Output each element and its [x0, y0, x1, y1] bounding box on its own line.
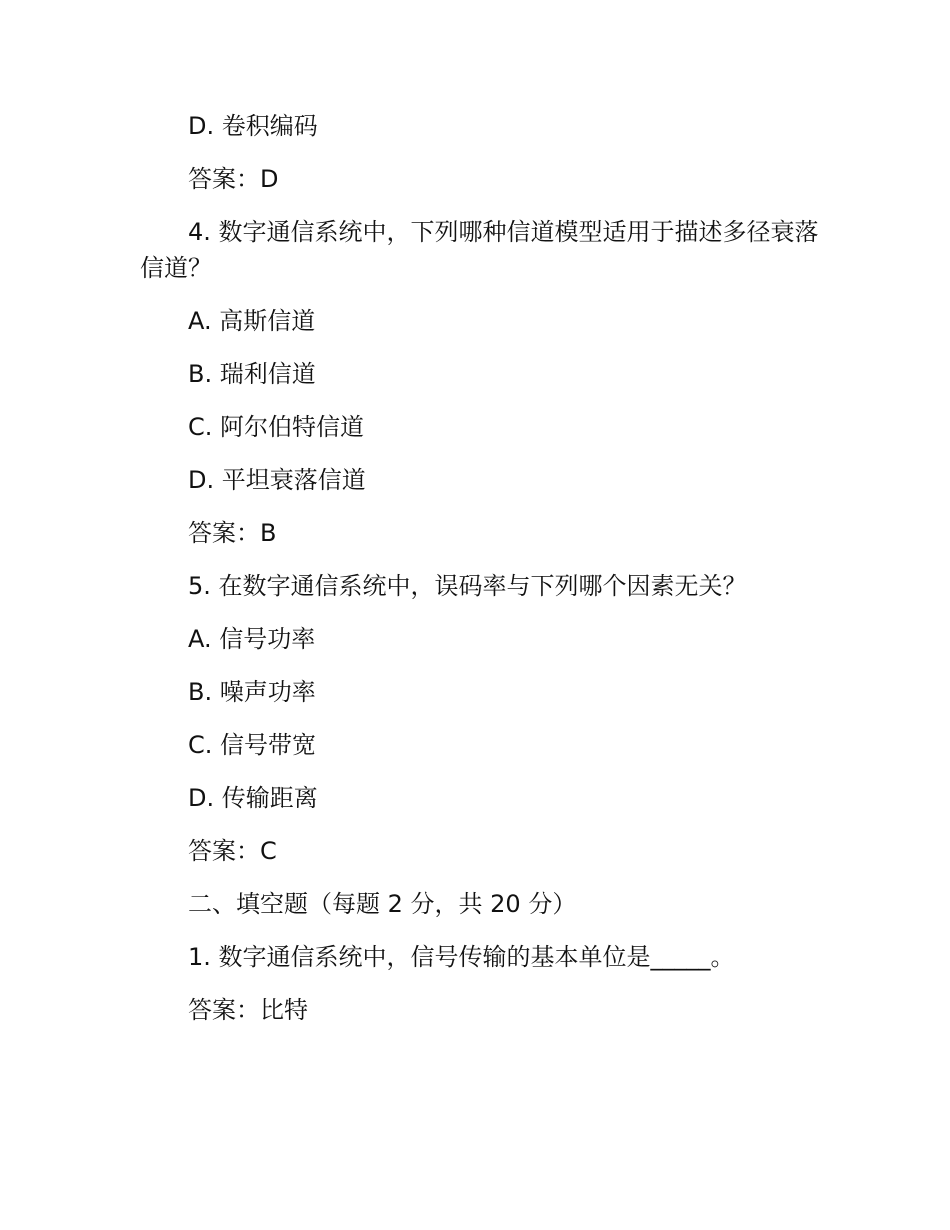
option-c-q5: C. 信号带宽: [188, 731, 317, 759]
option-b-q4: B. 瑞利信道: [188, 360, 316, 388]
option-d-q4: D. 平坦衰落信道: [188, 466, 366, 494]
document-content: [140, 108, 820, 1045]
answer-q5: 答案：C: [188, 837, 277, 865]
option-d-q3: D. 卷积编码: [188, 112, 318, 140]
option-c-q4: C. 阿尔伯特信道: [188, 413, 365, 441]
answer-q4: 答案：B: [188, 519, 277, 547]
question-5: 5. 在数字通信系统中，误码率与下列哪个因素无关？: [188, 572, 747, 600]
option-a-q5: A. 信号功率: [188, 625, 316, 653]
fill-blank-answer-1: 答案：比特: [188, 996, 308, 1024]
option-d-q5: D. 传输距离: [188, 784, 318, 812]
option-b-q5: B. 噪声功率: [188, 678, 316, 706]
answer-q3: 答案：D: [188, 165, 279, 193]
section-heading-fill-blank: 二、填空题（每题 2 分，共 20 分）: [188, 890, 577, 918]
question-4: 4. 数字通信系统中，下列哪种信道模型适用于描述多径衰落信道？: [140, 218, 819, 282]
fill-blank-question-1: 1. 数字通信系统中，信号传输的基本单位是_____。: [188, 943, 735, 971]
option-a-q4: A. 高斯信道: [188, 307, 316, 335]
